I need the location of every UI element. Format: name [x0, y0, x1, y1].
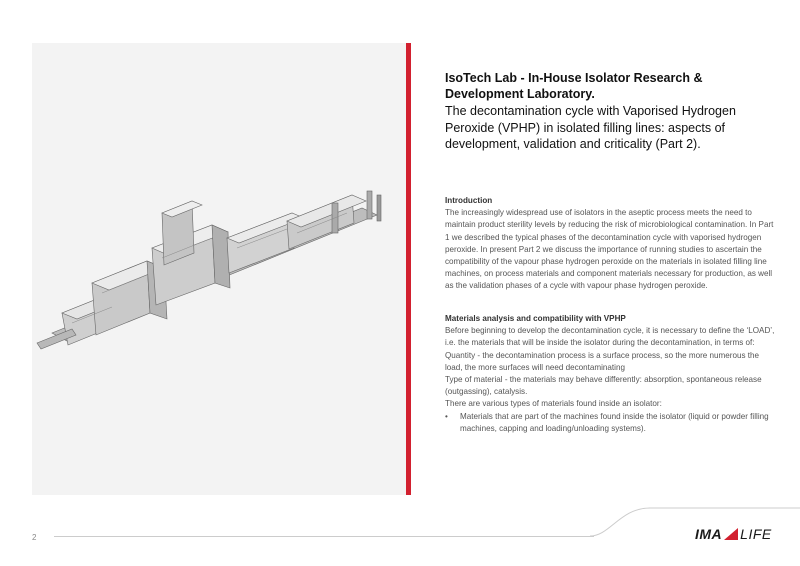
- document-subtitle: The decontamination cycle with Vaporised Hydrogen Peroxide (VPHP) in isolated filling lines: aspects of development, validation and criticality (Part 2).: [445, 104, 736, 151]
- page-number: 2: [32, 533, 37, 542]
- isolator-line-illustration: [32, 43, 408, 495]
- section-heading: Materials analysis and compatibility with VPHP: [445, 314, 626, 323]
- section-paragraph: Before beginning to develop the decontamination cycle, it is necessary to define the ‘LOAD’, i.e. the materials that will be inside the isolator during the decontamination, in terms of:: [445, 326, 775, 348]
- machine-image: [32, 43, 408, 495]
- section-introduction: [445, 195, 775, 293]
- bullet-item: [445, 411, 775, 435]
- document-title: IsoTech Lab - In-House Isolator Research & Development Laboratory.: [445, 71, 703, 101]
- footer-rule: [54, 536, 594, 537]
- section-paragraph: Type of material - the materials may behave differently: absorption, spontaneous release (outgassing), catalysis.: [445, 375, 762, 397]
- section-paragraph: There are various types of materials found inside an isolator:: [445, 399, 662, 409]
- logo-ima-text: IMA: [695, 526, 723, 542]
- section-paragraph: The increasingly widespread use of isolators in the aseptic process meets the need to maintain product sterility levels by reducing the risk of microbiological contamination. In Part 1 we described the typical phases of the decontamination cycle with vaporised hydrogen peroxide. In present Part 2 we discuss the importance of running studies to ascertain the compatibility of the vapour phase hydrogen peroxide on the materials in isolated filling line machines, on process materials and component materials necessary for production, as well as the validation phases of a cycle with vapour phase hydrogen peroxide.: [445, 208, 774, 291]
- section-materials: [445, 313, 775, 435]
- ima-life-logo: [695, 526, 772, 542]
- section-paragraph: Quantity - the decontamination process is a surface process, so the more numerous the load, the more surfaces will need decontaminating: [445, 350, 760, 372]
- logo-mark-icon: [724, 528, 738, 540]
- section-heading: Introduction: [445, 196, 493, 205]
- bullet-text: Materials that are part of the machines found inside the isolator (liquid or powder filling machines, capping and loading/unloading systems).: [460, 411, 769, 433]
- accent-divider: [406, 43, 411, 495]
- bullet-icon: •: [445, 411, 448, 421]
- logo-life-text: LIFE: [740, 526, 772, 542]
